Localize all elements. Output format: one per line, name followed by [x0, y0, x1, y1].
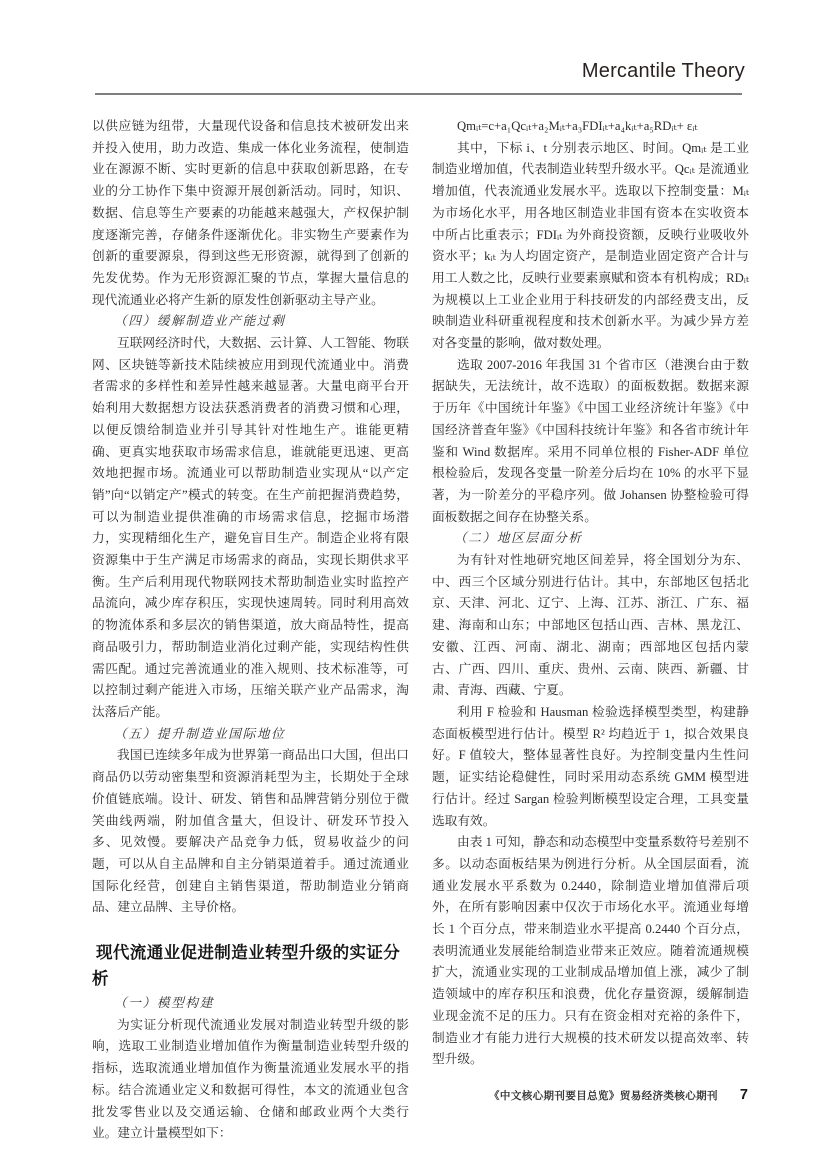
- right-text-column: [432, 116, 749, 1071]
- paragraph: 选取 2007-2016 年我国 31 个省市区（港澳台由于数据缺失，无法统计，故不选取）的面板数据。数据来源于历年《中国统计年鉴》《中国工业经济统计年鉴》《中国经济普查年鉴》《中国科技统计年鉴》和各省市统计年鉴和 Wind 数据库。采用不同单位根的 Fisher-ADF 单位根检验后，发现各变量一阶差分后均在 10% 的水平下显著，为一阶差分的平稳序列。做 Johansen 协整检验可得面板数据之间存在协整关系。: [432, 357, 749, 524]
- page-number: 7: [739, 1087, 748, 1103]
- paragraph: 由表 1 可知，静态和动态模型中变量系数符号差别不多。以动态面板结果为例进行分析。从全国层面看，流通业发展水平系数为 0.2440，除制造业增加值滞后项外，在所有影响因素中仅次于市场化水平。流通业每增长 1 个百分点，带来制造业水平提高 0.2440 个百分点，表明流通业发展能给制造业带来正效应。随着流通规模扩大，流通业实现的工业制成品增加值上涨，减少了制造领域中的库存积压和浪费，优化存量资源，缓解制造业现金流不足的压力。只有在资金相对充裕的条件下，制造业才有能力进行大规模的技术研发以提高效率、转型升级。: [432, 835, 749, 1067]
- left-text-column: [92, 116, 409, 1145]
- subsection-heading: （四）缓解制造业产能过剩: [114, 314, 286, 329]
- subsection-heading: （五）提升制造业国际地位: [114, 726, 286, 741]
- journal-certification-text: 《中文核心期刊要目总览》贸易经济类核心期刊: [489, 1090, 718, 1102]
- paragraph: 我国已连续多年成为世界第一商品出口大国，但出口商品仍以劳动密集型和资源消耗型为主，长期处于全球价值链底端。设计、研发、销售和品牌营销分别位于微笑曲线两端，附加值含量大，但设计、研发环节投入多、见效慢。要解决产品竞争力低，贸易收益少的问题，可以从自主品牌和自主分销渠道着手。通过流通业国际化经营，创建自主销售渠道，帮助制造业分销商品、建立品牌、主导价格。: [92, 748, 409, 915]
- subsection-heading: （二）地区层面分析: [454, 531, 583, 546]
- subsection-heading: （一）模型构建: [114, 996, 215, 1011]
- paragraph: 利用 F 检验和 Hausman 检验选择模型类型，构建静态面板模型进行估计。模型 R² 均趋近于 1，拟合效果良好。F 值较大，整体显著性良好。为控制变量内生性问题，证实结论稳健性，同时采用动态系统 GMM 模型进行估计。经过 Sargan 检验判断模型设定合理，工具变量选取有效。: [432, 704, 749, 828]
- paragraph: 其中，下标 i、t 分别表示地区、时间。Qmᵢₜ 是工业制造业增加值，代表制造业转型升级水平。Qcᵢₜ 是流通业增加值，代表流通业发展水平。选取以下控制变量：Mᵢₜ 为市场化水平，用各地区制造业非国有资本在实收资本中所占比重表示；FDIᵢₜ 为外商投资额，反映行业吸收外资水平；kᵢₜ 为人均固定资产，是制造业固定资产合计与用工人数之比，反映行业要素禀赋和资本有机构成；RDᵢₜ 为规模以上工业企业用于科技研发的内部经费支出，反映制造业科研重视程度和技术创新水平。为减少异方差对各变量的影响，做对数处理。: [432, 140, 749, 351]
- paragraph: 以供应链为纽带，大量现代设备和信息技术被研发出来并投入使用，助力改造、集成一体化业务流程，使制造业在源源不断、实时更新的信息中获取创新思路，在专业的分工协作下集中资源开展创新活动。同时，知识、数据、信息等生产要素的功能越来越强大，产权保护制度逐渐完善，存储条件逐渐优化。非实物生产要素作为创新的重要源泉，得到这些无形资源，就得到了创新的先发优势。作为无形资源汇聚的节点，掌握大量信息的现代流通业必将产生新的原发性创新驱动主导产业。: [92, 119, 409, 307]
- paragraph: 互联网经济时代，大数据、云计算、人工智能、物联网、区块链等新技术陆续被应用到现代流通业中。消费者需求的多样性和差异性越来越显著。大量电商平台开始利用大数据想方设法获悉消费者的消费习惯和心理，以便反馈给制造业并引导其针对性地生产。谁能更精确、更真实地获取市场需求信息，谁就能更迅速、更高效地把握市场。流通业可以帮助制造业实现从“以产定销”向“以销定产”模式的转变。在生产前把握消费趋势，可以为制造业提供准确的市场需求信息，挖掘市场潜力，实现精细化生产，避免盲目生产。制造企业将有限资源集中于生产满足市场需求的商品，实现长期供求平衡。生产后利用现代物联网技术帮助制造业实时监控产品流向，减少库存积压，实现快速周转。同时利用高效的物流体系和多层次的销售渠道，放大商品特性，提高商品吸引力，帮助制造业消化过剩产能，实现结构性供需匹配。通过完善流通业的准入规则、技术标准等，可以控制过剩产能进入市场，压缩关联产业产品需求，淘汰落后产能。: [92, 336, 409, 719]
- paragraph: 为实证分析现代流通业发展对制造业转型升级的影响，选取工业制造业增加值作为衡量制造业转型升级的指标，选取流通业增加值作为衡量流通业发展水平的指标。结合流通业定义和数据可得性，本文的流通业包含批发零售业以及交通运输、仓储和邮政业两个大类行业。建立计量模型如下：: [92, 1017, 409, 1141]
- paragraph: 为有针对性地研究地区间差异，将全国划分为东、中、西三个区域分别进行估计。其中，东部地区包括北京、天津、河北、辽宁、上海、江苏、浙江、广东、福建、海南和山东；中部地区包括山西、吉林、黑龙江、安徽、江西、河南、湖北、湖南；西部地区包括内蒙古、广西、四川、重庆、贵州、云南、陕西、新疆、甘肃、青海、西藏、宁夏。: [432, 553, 749, 698]
- page-footer: [432, 1086, 748, 1104]
- regression-equation: Qmᵢₜ=c+a₁Qcᵢₜ+a₂Mᵢₜ+a₃FDIᵢₜ+a₄kᵢₜ+a₅RDᵢₜ+ εᵢₜ: [457, 119, 698, 133]
- section-heading: 现代流通业促进制造业转型升级的实证分析: [92, 944, 401, 989]
- header-divider-line: [95, 93, 742, 95]
- journal-section-title: Mercantile Theory: [581, 60, 745, 82]
